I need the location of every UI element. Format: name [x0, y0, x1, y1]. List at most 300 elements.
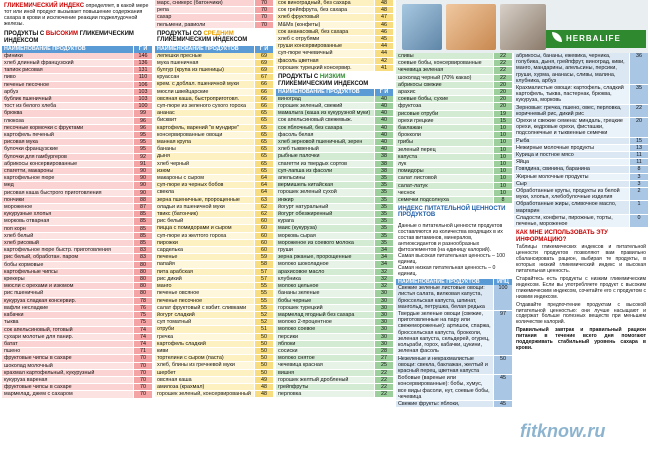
index-value: 95: [133, 146, 152, 152]
product-name: чечевица зеленая: [396, 67, 493, 73]
product-name: тортелини с сыром (паста): [155, 355, 254, 361]
product-name: отруби: [155, 326, 254, 332]
product-name: яблоки: [276, 341, 374, 347]
index-value: 35: [374, 225, 393, 231]
index-value: 85: [133, 218, 152, 224]
index-value: 27: [374, 355, 393, 361]
product-name: хлеб черный: [155, 161, 254, 167]
index-value: 34: [374, 247, 393, 253]
index-value: 50: [493, 356, 512, 375]
index-value: 87: [133, 204, 152, 210]
index-value: 58: [254, 261, 273, 267]
product-name: гречка: [155, 334, 254, 340]
low-gi-row: [276, 305, 393, 312]
index-value: 106: [133, 82, 152, 88]
index-value: 44: [374, 50, 393, 56]
index-value: 66: [254, 81, 273, 87]
mid-gi-row: [155, 153, 273, 160]
product-name: шоколад черный (70% какао): [396, 75, 493, 81]
index-value: 103: [133, 96, 152, 102]
product-name: суп-лапша из фасоли: [276, 168, 374, 174]
product-name: йогурт обезжиренный: [276, 211, 374, 217]
column-2: [155, 0, 273, 457]
index-value: 88: [133, 197, 152, 203]
nutrition-row: [514, 188, 648, 201]
product-name: картофельное пюре: [2, 175, 133, 181]
index-value: 38: [374, 153, 393, 159]
high-gi-row: [2, 175, 152, 182]
index-value: 35: [629, 85, 648, 104]
low-gi-row: [276, 348, 393, 355]
mid-gi-row: [155, 60, 273, 67]
high-gi-row: [2, 341, 152, 348]
index-value: 69: [254, 60, 273, 66]
high-gi-row: [2, 182, 152, 189]
index-value: 66: [254, 89, 273, 95]
index-value: 80: [133, 262, 152, 268]
product-name: сок грейпфрута, без сахара: [276, 7, 374, 13]
mid-gi-row: [155, 67, 273, 74]
product-name: консервированные овощи: [155, 132, 254, 138]
index-value: 96: [133, 118, 152, 124]
intro-lead: ГЛИКЕМИЧЕСКИЙ ИНДЕКС: [4, 3, 85, 9]
mid-gi-row: [155, 110, 273, 117]
product-name: твикс (батончик): [155, 211, 254, 217]
index-value: 40: [374, 96, 393, 102]
index-value: 22: [629, 105, 648, 117]
index-value: 80: [133, 269, 152, 275]
product-name: Орехи и свежие семена: миндаль, грецкие орехи, кедровые орехи, фисташки, подсолнечные и тыквенные семечки: [514, 118, 629, 137]
index-value: 22: [493, 53, 512, 59]
nutrition-row: [514, 181, 648, 188]
low-gi-row: [396, 89, 512, 96]
index-value: 85: [133, 226, 152, 232]
low-gi-title: ПРОДУКТЫ С НИЗКИМ ГЛИКЕМИЧЕСКИМ ИНДЕКСОМ: [278, 74, 369, 87]
index-value: 65: [254, 117, 273, 123]
product-name: Сладости, конфеты, пирожные, торты, печенье, мороженое: [514, 215, 629, 227]
mid-gi-row: [155, 146, 273, 153]
nutrition-row: [514, 174, 648, 181]
mid-gi-row: [276, 58, 393, 65]
column-3: [276, 0, 393, 457]
index-value: 66: [254, 96, 273, 102]
faq-title: КАК МНЕ ИСПОЛЬЗОВАТЬ ЭТУ ИНФОРМАЦИЮ?: [516, 230, 608, 243]
product-name: фруктовые чипсы в сахаре: [2, 384, 133, 390]
index-value: 42: [374, 58, 393, 64]
low-gi-row: [276, 218, 393, 225]
index-value: 131: [133, 67, 152, 73]
product-name: дыня: [155, 153, 254, 159]
product-name: пирожки: [155, 240, 254, 246]
index-value: 136: [133, 60, 152, 66]
product-name: картофель сладкий: [155, 341, 254, 347]
product-name: круассан: [155, 74, 254, 80]
product-name: макароны с сыром: [155, 175, 254, 181]
product-name: молоко соевое: [276, 326, 374, 332]
product-name: молоко шоколадное: [276, 261, 374, 267]
product-name: абрикосы, бананы, ежевика, черника, голубика, дыня, грейпфрут, виноград, киви, манго, мандарины, апельсины, персики, груши, хурма, ананасы, сливы, малина, клубника, арбуз: [514, 53, 629, 84]
nutrition-row: [514, 85, 648, 105]
index-value: 52: [254, 312, 273, 318]
product-name: брюква: [2, 110, 133, 116]
product-name: бисквит: [155, 117, 254, 123]
high-gi-row: [2, 327, 152, 334]
index-value: 100: [493, 285, 512, 310]
index-value: 99: [133, 110, 152, 116]
mid-gi-row: [276, 36, 393, 43]
product-name: пончики: [2, 197, 133, 203]
product-name: кукуруза вареная: [2, 377, 133, 383]
index-value: 91: [133, 161, 152, 167]
mid-gi-row: [155, 283, 273, 290]
index-value: 11: [629, 152, 648, 158]
low-gi-row: [396, 96, 512, 103]
high-gi-row: [2, 290, 152, 297]
mid-gi-row: [155, 276, 273, 283]
index-value: 59: [254, 254, 273, 260]
mid-gi-row: [155, 125, 273, 132]
high-gi-row: [2, 355, 152, 362]
index-value: 110: [133, 74, 152, 80]
high-gi-row: [2, 377, 152, 384]
index-value: 10: [493, 125, 512, 131]
mid-gi-row: [155, 161, 273, 168]
product-name: рис пшеничный: [2, 290, 133, 296]
high-gi-row: [2, 240, 152, 247]
product-name: абрикосы свежие: [396, 82, 493, 88]
nutrition-row: [396, 285, 512, 311]
product-name: картофель, варений "в мундире": [155, 125, 254, 131]
product-name: манная крупа: [155, 139, 254, 145]
low-gi-row: [276, 254, 393, 261]
index-value: 41: [374, 65, 393, 71]
mid-gi-row: [155, 391, 273, 398]
index-value: 92: [133, 154, 152, 160]
index-value: 65: [254, 146, 273, 152]
product-name: молоко цельное: [276, 283, 374, 289]
index-value: 40: [374, 146, 393, 152]
index-value: 20: [493, 96, 512, 102]
index-value: 78: [133, 298, 152, 304]
high-gi-table: [2, 53, 152, 399]
index-value: 2: [629, 188, 648, 200]
index-value: 10: [493, 132, 512, 138]
product-name: папайя: [155, 261, 254, 267]
index-value: 22: [374, 377, 393, 383]
low-gi-row: [276, 384, 393, 391]
index-value: 96: [133, 125, 152, 131]
mid-gi-row: [155, 225, 273, 232]
high-gi-row: [2, 276, 152, 283]
index-value: 22: [493, 60, 512, 66]
product-name: хлеб зерновой пшеничный, зерен: [276, 139, 374, 145]
product-name: M&Ms (конфеты): [276, 22, 374, 28]
index-value: 103: [133, 89, 152, 95]
high-gi-row: [155, 0, 273, 7]
product-name: пельмени, равиоли: [155, 22, 254, 28]
product-name: бублик пшеничный: [2, 96, 133, 102]
nutrition-row: [396, 401, 512, 408]
index-value: 22: [374, 391, 393, 397]
nutrition-header: НАИМЕНОВАНИЕ ПРОДУКТОВ ИПЦ: [396, 279, 512, 286]
product-name: сливы: [396, 53, 493, 59]
index-value: 15: [629, 138, 648, 144]
index-value: 65: [254, 139, 273, 145]
product-name: горошек турецкий: [276, 305, 374, 311]
product-name: свекла: [155, 189, 254, 195]
product-name: фруктовые чипсы в сахаре: [2, 355, 133, 361]
high-gi-title: ПРОДУКТЫ С ВЫСОКИМ ГЛИКЕМИЧЕСКИМ ИНДЕКСОМ: [4, 31, 134, 44]
index-value: 70: [254, 22, 273, 28]
product-name: рыбные палочки: [276, 153, 374, 159]
product-name: мороженое: [2, 204, 133, 210]
mid-gi-row: [276, 22, 393, 29]
high-gi-row: [2, 226, 152, 233]
index-value: 70: [254, 7, 273, 13]
product-name: финики: [2, 53, 133, 59]
nutrition-row: [514, 138, 648, 145]
index-value: 74: [133, 341, 152, 347]
index-value: 66: [254, 103, 273, 109]
product-name: арахис: [396, 89, 493, 95]
product-name: зеленый перец: [396, 147, 493, 153]
high-gi-row: [2, 118, 152, 125]
mid-gi-header: НАИМЕНОВАНИЕ ПРОДУКТОВ Г И: [155, 46, 273, 53]
low-gi-row: [276, 225, 393, 232]
index-value: 57: [254, 276, 273, 282]
product-name: пицца с помидорами и сыром: [155, 225, 254, 231]
product-name: сок апельсиновый свежевыж.: [276, 117, 374, 123]
product-name: мед: [2, 182, 133, 188]
product-name: бобы кормовые: [2, 262, 133, 268]
product-name: Крахмалистые овощи: картофель, сладкий картофель, тыква, пастернак, брюква, кукуруза, морковь: [514, 85, 629, 104]
product-name: лепешки пресные: [155, 53, 254, 59]
index-value: 55: [254, 290, 273, 296]
index-value: 49: [254, 377, 273, 383]
product-name: овсяная каша: [155, 377, 254, 383]
product-name: суп-пюре из черных бобов: [155, 182, 254, 188]
index-value: 80: [133, 290, 152, 296]
low-gi-row: [276, 247, 393, 254]
index-value: 63: [254, 197, 273, 203]
herbalife-logo: HERBALIFE: [546, 30, 646, 48]
product-name: мармелад, джем с сахаром: [2, 391, 133, 397]
index-value: 85: [133, 211, 152, 217]
product-name: манго: [155, 283, 254, 289]
brand-banner: [396, 0, 648, 53]
index-value: 90: [133, 182, 152, 188]
product-name: сок апельсиновый, готовый: [2, 327, 133, 333]
mid-gi-row: [276, 50, 393, 57]
product-name: шербет: [155, 370, 254, 376]
product-name: кукуруза сладкая консервир.: [2, 298, 133, 304]
index-value: 57: [254, 269, 273, 275]
product-name: суп-пюре чечевичный: [276, 50, 374, 56]
mid-gi-row: [155, 139, 273, 146]
low-gi-row: [276, 370, 393, 377]
mid-gi-row: [155, 362, 273, 369]
index-value: 10: [493, 183, 512, 189]
index-value: 30: [374, 334, 393, 340]
index-value: 64: [254, 182, 273, 188]
index-value: 75: [133, 312, 152, 318]
product-name: печенье овсяное: [155, 290, 254, 296]
index-value: 10: [493, 161, 512, 167]
mid-gi-row: [155, 96, 273, 103]
index-value: 62: [254, 204, 273, 210]
low-gi-row: [396, 67, 512, 74]
high-gi-table-cont: [155, 0, 273, 29]
high-gi-row: [2, 391, 152, 398]
high-gi-row: [2, 334, 152, 341]
high-gi-row: [2, 319, 152, 326]
product-name: крахмал картофельный, кукурузный: [2, 370, 133, 376]
index-value: 30: [374, 290, 393, 296]
low-gi-table: [276, 96, 393, 399]
low-gi-row: [276, 204, 393, 211]
product-name: изюм: [155, 168, 254, 174]
index-value: 10: [493, 168, 512, 174]
index-value: 48: [374, 0, 393, 6]
mid-gi-row: [155, 240, 273, 247]
product-name: молоко 2-процентное: [276, 319, 374, 325]
index-value: 70: [133, 384, 152, 390]
mid-gi-row: [155, 175, 273, 182]
index-value: 8: [493, 197, 512, 203]
product-name: картофель печеный: [2, 132, 133, 138]
index-value: 40: [374, 117, 393, 123]
product-name: соевые бобы, консервированные: [396, 60, 493, 66]
product-name: Нежирные молочные продукты: [514, 145, 629, 151]
product-name: лук: [396, 161, 493, 167]
index-value: 60: [254, 218, 273, 224]
nutrition-row: [514, 53, 648, 85]
low-gi-row: [276, 161, 393, 168]
product-name: Незеленые и некрахмалистые овощи: свекла, баклажан, желтый и красный перец, цветная капуста: [396, 356, 493, 375]
index-value: 45: [374, 36, 393, 42]
low-gi-row: [276, 125, 393, 132]
mid-gi-row: [155, 370, 273, 377]
product-name: горошек зеленый сухой: [276, 189, 374, 195]
product-name: мука пшеничная: [155, 60, 254, 66]
product-name: пшено: [2, 348, 133, 354]
product-name: Бобовые (вареные или консервированные): бобы, хумус, все виды фасоли, нут, соевые бобы, чечевица: [396, 375, 493, 400]
index-value: 51: [254, 326, 273, 332]
low-gi-row: [396, 154, 512, 161]
high-gi-row: [2, 132, 152, 139]
index-value: 70: [133, 363, 152, 369]
index-value: 40: [374, 110, 393, 116]
index-value: 97: [493, 311, 512, 354]
index-value: 44: [374, 43, 393, 49]
product-name: бананы: [155, 146, 254, 152]
mid-gi-row: [155, 298, 273, 305]
product-name: печенье песочное: [2, 82, 133, 88]
high-gi-row: [2, 168, 152, 175]
low-gi-row: [396, 103, 512, 110]
product-name: соевые бобы, сухие: [396, 96, 493, 102]
index-value: 10: [493, 190, 512, 196]
photo-woman: [402, 4, 442, 50]
product-name: вермишель китайская: [276, 182, 374, 188]
product-name: абрикосы консервированные: [2, 161, 133, 167]
product-name: Яйца: [514, 159, 629, 165]
index-value: 90: [133, 175, 152, 181]
mid-gi-row: [155, 305, 273, 312]
low-gi-row: [396, 53, 512, 60]
product-name: сок виноградный, без сахара: [276, 0, 374, 6]
product-name: марс, сникерс (батончики): [155, 0, 254, 6]
index-value: 15: [493, 118, 512, 124]
index-value: 65: [254, 125, 273, 131]
product-name: картофельные чипсы: [2, 269, 133, 275]
product-name: чечевица красная: [276, 362, 374, 368]
product-name: капуста: [396, 154, 493, 160]
mid-gi-table: [155, 53, 273, 399]
high-gi-row: [2, 103, 152, 110]
index-value: 60: [254, 240, 273, 246]
high-gi-row: [155, 14, 273, 21]
index-value: 45: [493, 375, 512, 400]
mid-gi-row: [155, 261, 273, 268]
mid-gi-row: [155, 326, 273, 333]
product-name: суп-пюре из зеленого сухого гороха: [155, 103, 254, 109]
product-name: мамалыга (каша из кукурузной муки): [276, 110, 374, 116]
low-gi-row: [276, 283, 393, 290]
product-name: Твердые зеленые овощи (свежие, приготовленные на пару или свежемороженые): артишок, спаржа, брюссельская капуста, брокколи, зеленая капуста, сельдерей, огурец, кольраби, горох, кабачки, цукини, зеленая фасоль: [396, 311, 493, 354]
index-value: 69: [254, 53, 273, 59]
photo-couple: [446, 4, 496, 50]
mid-gi-row: [155, 269, 273, 276]
product-name: брокколи: [396, 132, 493, 138]
index-value: 22: [374, 370, 393, 376]
product-name: ананас: [155, 110, 254, 116]
product-name: фасоль цветная: [276, 58, 374, 64]
index-value: 20: [493, 103, 512, 109]
product-name: шоколад молочный: [2, 363, 133, 369]
index-value: 35: [374, 204, 393, 210]
index-value: 65: [254, 153, 273, 159]
product-name: кукурузные хлопья: [2, 211, 133, 217]
mid-gi-row: [155, 189, 273, 196]
product-name: салат фруктовый с взбит. сливками: [155, 305, 254, 311]
intro-text: определяет, в какой мере тот или иной продукт вызывает повышение содержания сахара в крови и исключение реакции поджелудочной железы.: [4, 3, 149, 27]
product-name: сосиски: [276, 348, 374, 354]
product-name: сок яблочный, без сахара: [276, 125, 374, 131]
index-value: 35: [374, 211, 393, 217]
index-value: 48: [374, 7, 393, 13]
high-gi-row: [2, 348, 152, 355]
index-value: 76: [133, 305, 152, 311]
index-value: 50: [254, 341, 273, 347]
nutrition-row: [514, 152, 648, 159]
index-value: 67: [254, 74, 273, 80]
index-value: 50: [254, 348, 273, 354]
mid-gi-row: [155, 132, 273, 139]
index-value: 35: [374, 182, 393, 188]
index-value: 64: [254, 189, 273, 195]
low-gi-row: [276, 326, 393, 333]
mid-gi-row: [155, 168, 273, 175]
photo-man: [500, 4, 546, 50]
product-name: бобы черные: [276, 298, 374, 304]
low-gi-row: [396, 118, 512, 125]
product-name: семечки подсолнуха: [396, 197, 493, 203]
product-name: пиво: [2, 74, 133, 80]
index-value: 65: [254, 161, 273, 167]
product-name: перловка: [276, 391, 374, 397]
index-value: 100: [133, 103, 152, 109]
